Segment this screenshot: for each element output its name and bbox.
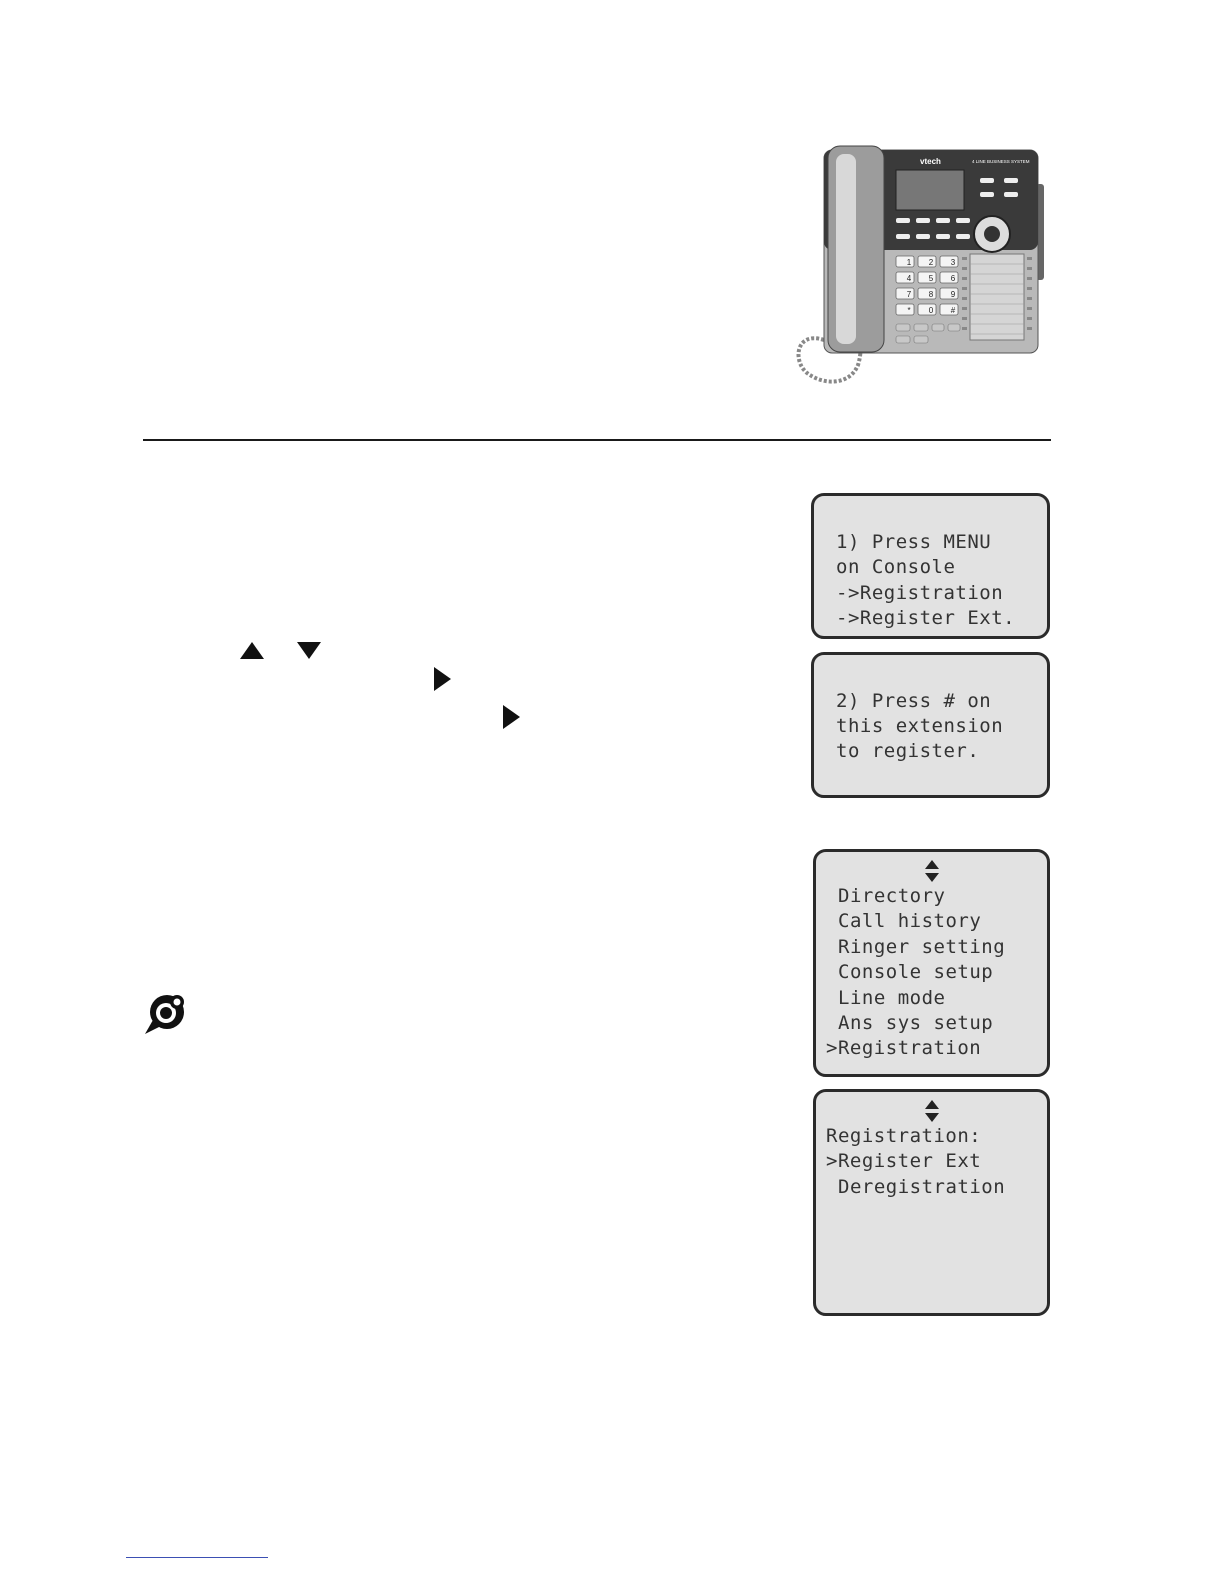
lcd-line: ->Register Ext. xyxy=(836,607,1016,629)
key-3: 3 xyxy=(950,258,956,267)
down-triangle-icon xyxy=(297,642,321,660)
menu-item-call-history: Call history xyxy=(838,910,982,932)
lcd-line: to register. xyxy=(836,740,980,762)
key-7: 7 xyxy=(906,290,912,299)
menu-item-directory: Directory xyxy=(838,885,946,907)
right-triangle-icon xyxy=(434,667,452,691)
lcd-step2-screen xyxy=(811,652,1050,798)
up-down-arrows-icon xyxy=(925,1100,939,1122)
menu-item-console-setup: Console setup xyxy=(838,961,994,983)
menu-item-ringer-setting: Ringer setting xyxy=(838,936,1006,958)
lcd-line: on Console xyxy=(836,556,956,578)
key-1: 1 xyxy=(906,258,912,267)
registration-title: Registration: xyxy=(826,1125,982,1147)
footer-link-underline xyxy=(126,1557,268,1558)
key-0: 0 xyxy=(928,306,934,315)
note-tip-icon xyxy=(143,990,191,1036)
registration-item-deregistration: Deregistration xyxy=(838,1176,1006,1198)
registration-item-register-ext-selected: >Register Ext xyxy=(826,1150,982,1172)
key-star: * xyxy=(907,306,911,315)
up-triangle-icon xyxy=(240,642,264,660)
lcd-line: 2) Press # on xyxy=(836,690,992,712)
phone-console-illustration xyxy=(790,140,1052,390)
lcd-registration-screen xyxy=(813,1089,1050,1316)
phone-model-text: 4 LINE BUSINESS SYSTEM xyxy=(972,159,1030,164)
menu-item-line-mode: Line mode xyxy=(838,987,946,1009)
right-triangle-icon xyxy=(503,705,521,729)
key-6: 6 xyxy=(950,274,956,283)
lcd-line: this extension xyxy=(836,715,1004,737)
lcd-menu-screen xyxy=(813,849,1050,1077)
up-down-arrows-icon xyxy=(925,860,939,882)
section-divider xyxy=(143,439,1051,441)
lcd-line: 1) Press MENU xyxy=(836,531,992,553)
menu-item-registration-selected: >Registration xyxy=(826,1037,982,1059)
key-9: 9 xyxy=(950,290,956,299)
lcd-step1-screen xyxy=(811,493,1050,639)
key-8: 8 xyxy=(928,290,934,299)
lcd-line: ->Registration xyxy=(836,582,1004,604)
key-hash: # xyxy=(950,306,956,315)
key-4: 4 xyxy=(906,274,912,283)
key-2: 2 xyxy=(928,258,934,267)
phone-brand: vtech xyxy=(920,157,941,166)
menu-item-ans-sys-setup: Ans sys setup xyxy=(838,1012,994,1034)
key-5: 5 xyxy=(928,274,934,283)
